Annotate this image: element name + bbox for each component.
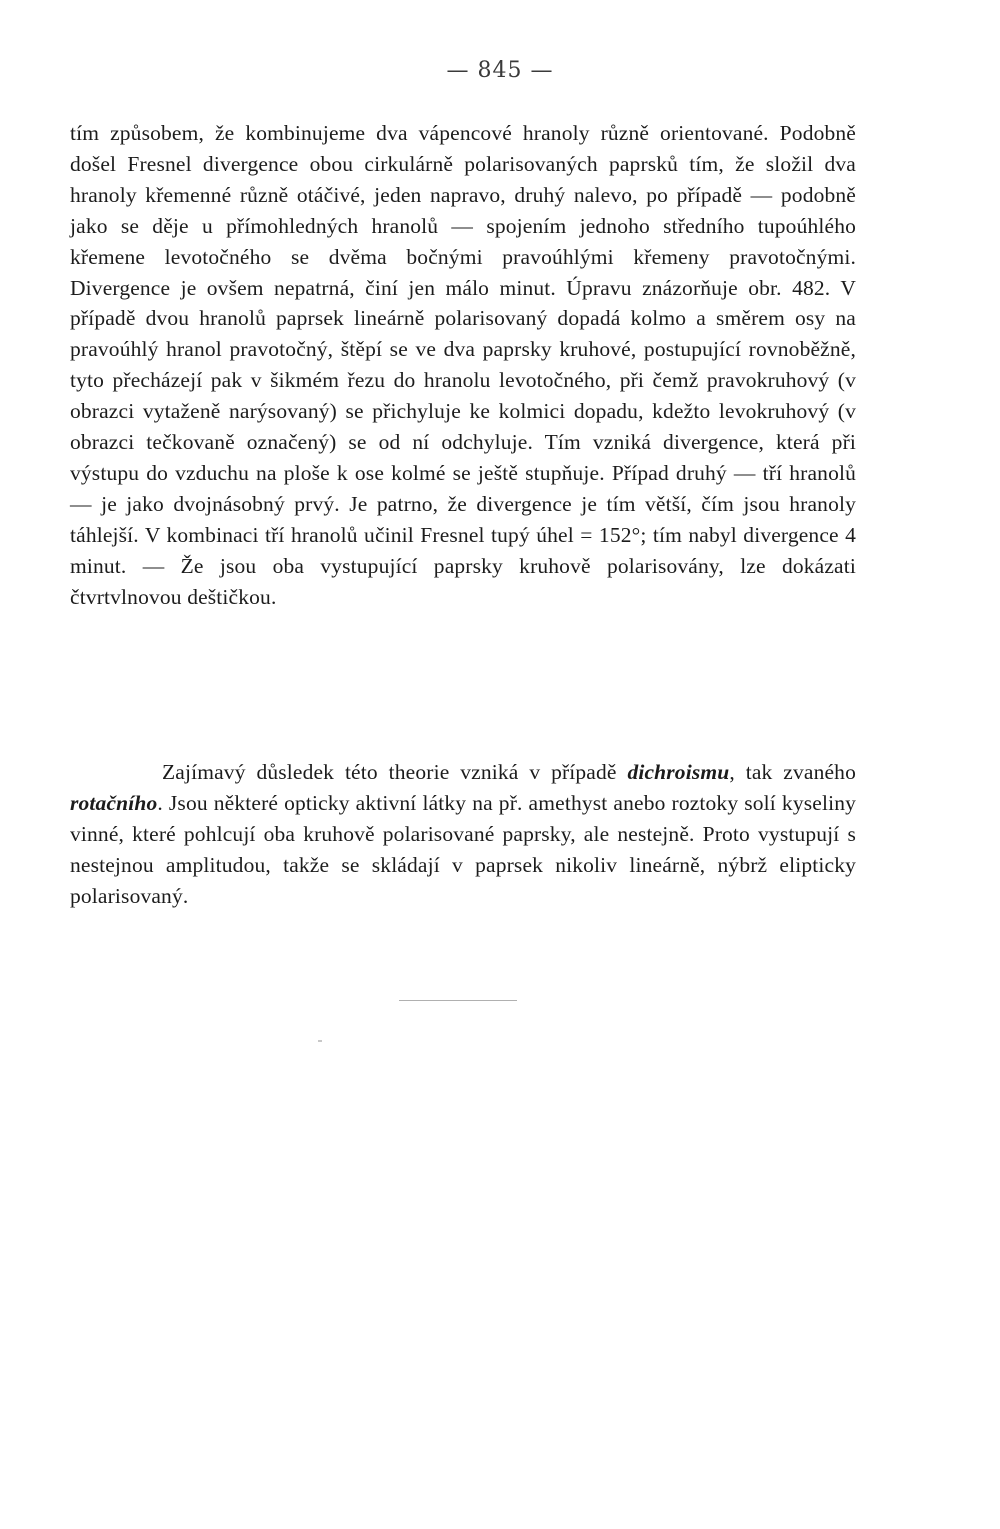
paragraph-text: Zajímavý důsledek této theorie vzniká v případě (162, 760, 628, 784)
term-rotational: rotačního (70, 790, 158, 815)
paragraph-text: , tak zvaného (729, 760, 856, 784)
page-number: — 845 — (446, 58, 554, 83)
print-speck (318, 1040, 322, 1042)
paragraph-text: . Jsou některé opticky aktivní látky na př. amethyst anebo roztoky solí kyseliny vinné, které pohlcují oba kruhově polarisované paprsky, ale nestejně. Proto vystupují s nestejnou amplitudou, takže se skládají v paprsek nikoliv lineárně, nýbrž elipticky polarisovaný. (70, 790, 856, 908)
body-paragraph: tím způsobem, že kombinujeme dva vápencové hranoly různě orientované. Podobně došel Fresnel divergence obou cirkulárně polarisovaných paprsků tím, že složil dva hranoly křemenné různě otáčivé, jeden napravo, druhý nalevo, po případě — podobně jako se děje u přímohledných hranolů — spojením jednoho středního tupoúhlého křemene levotočného se dvěma bočnými pravoúhlými křemeny pravotočnými. Divergence je ovšem nepatrná, činí jen málo minut. Úpravu znázorňuje obr. 482. V případě dvou hranolů paprsek lineárně polarisovaný dopadá kolmo a směrem osy na pravoúhlý hranol pravotočný, štěpí se ve dva paprsky kruhové, postupující rovnoběžně, tyto přecházejí pak v šikmém řezu do hranolu levotočného, při čemž pravokruhový (v obrazci vytaženě narýsovaný) se přichyluje ke kolmici dopadu, kdežto levokruhový (v obrazci tečkovaně označený) se od ní odchyluje. Tím vzniká divergence, která při výstupu do vzduchu na ploše k ose kolmé se ještě stupňuje. Případ druhý — tří hranolů — je jako dvojnásobný prvý. Je patrno, že divergence je tím větší, čím jsou hranoly táhlejší. V kombinaci tří hranolů učinil Fresnel tupý úhel = 152°; tím nabyl divergence 4 minut. — Že jsou oba vystupující paprsky kruhově polarisovány, lze dokázati čtvrtvlnovou deštičkou. (70, 121, 856, 609)
term-dichroism: dichroismu (627, 760, 730, 784)
body-paragraph (70, 757, 856, 912)
section-separator (399, 1000, 517, 1001)
